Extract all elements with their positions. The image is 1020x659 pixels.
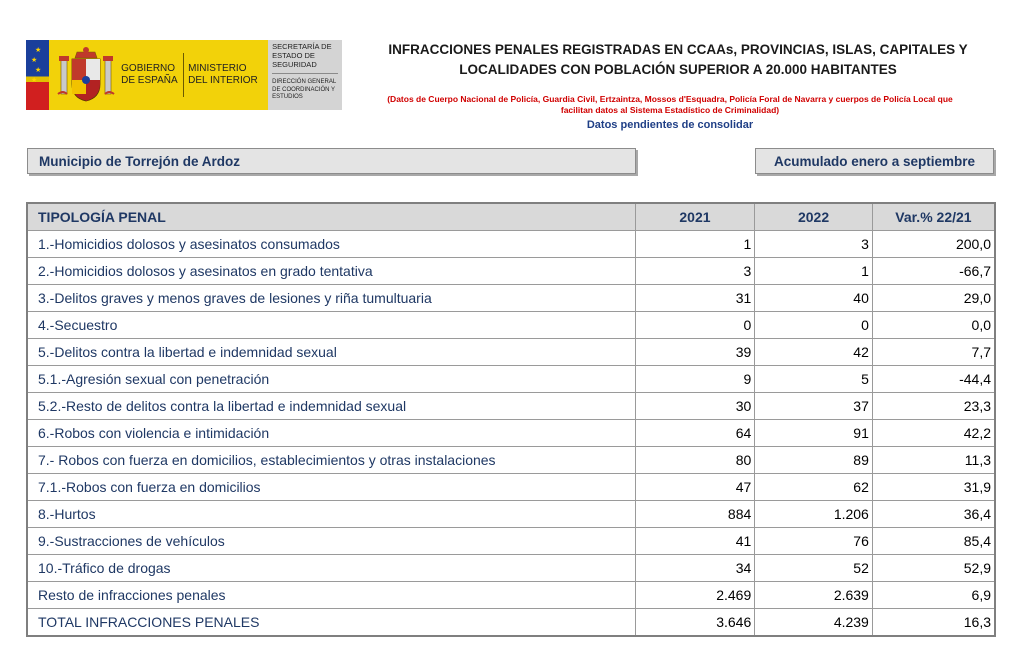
cell-2022: 40 bbox=[755, 285, 873, 312]
cell-2021: 47 bbox=[635, 474, 755, 501]
cell-tipologia: 5.-Delitos contra la libertad e indemnidad sexual bbox=[27, 339, 635, 366]
cell-2021: 30 bbox=[635, 393, 755, 420]
pending-note: Datos pendientes de consolidar bbox=[586, 119, 754, 131]
cell-tipologia: 3.-Delitos graves y menos graves de lesiones y riña tumultuaria bbox=[27, 285, 635, 312]
source-note bbox=[370, 94, 970, 116]
cell-2021: 31 bbox=[635, 285, 755, 312]
periodo-box: Acumulado enero a septiembre bbox=[755, 148, 994, 174]
cell-2022: 76 bbox=[755, 528, 873, 555]
table-row bbox=[27, 393, 995, 420]
cell-tipologia: 8.-Hurtos bbox=[27, 501, 635, 528]
cell-2022: 1.206 bbox=[755, 501, 873, 528]
cell-tipologia: 1.-Homicidios dolosos y asesinatos consumados bbox=[27, 231, 635, 258]
source-note-line2: facilitan datos al Sistema Estadístico de Criminalidad) bbox=[560, 105, 780, 115]
cell-variation: 31,9 bbox=[872, 474, 995, 501]
cell-2021: 3.646 bbox=[635, 609, 755, 637]
ministerio-label: MINISTERIO DEL INTERIOR bbox=[188, 63, 258, 86]
cell-variation: 16,3 bbox=[872, 609, 995, 637]
report-title-line2: LOCALIDADES CON POBLACIÓN SUPERIOR A 20.000 HABITANTES bbox=[459, 62, 897, 77]
cell-2022: 3 bbox=[755, 231, 873, 258]
cell-variation: -66,7 bbox=[872, 258, 995, 285]
cell-2021: 3 bbox=[635, 258, 755, 285]
cell-2022: 42 bbox=[755, 339, 873, 366]
column-header-tipologia: TIPOLOGÍA PENAL bbox=[27, 203, 635, 231]
table-row bbox=[27, 447, 995, 474]
table-row bbox=[27, 582, 995, 609]
cell-2021: 9 bbox=[635, 366, 755, 393]
table-body bbox=[27, 231, 995, 637]
cell-2022: 4.239 bbox=[755, 609, 873, 637]
crime-table bbox=[26, 202, 996, 637]
cell-tipologia: 10.-Tráfico de drogas bbox=[27, 555, 635, 582]
cell-tipologia: 6.-Robos con violencia e intimidación bbox=[27, 420, 635, 447]
cell-2022: 0 bbox=[755, 312, 873, 339]
logo-grey-band bbox=[268, 40, 342, 110]
cell-variation: 29,0 bbox=[872, 285, 995, 312]
column-header-variation: Var.% 22/21 bbox=[872, 203, 995, 231]
secretaria-label: SECRETARÍA DE ESTADO DE SEGURIDAD bbox=[272, 42, 338, 74]
cell-variation: 23,3 bbox=[872, 393, 995, 420]
column-header-2021: 2021 bbox=[635, 203, 755, 231]
cell-2021: 884 bbox=[635, 501, 755, 528]
cell-tipologia: 4.-Secuestro bbox=[27, 312, 635, 339]
cell-tipologia: 5.1.-Agresión sexual con penetración bbox=[27, 366, 635, 393]
cell-variation: 7,7 bbox=[872, 339, 995, 366]
table-row bbox=[27, 258, 995, 285]
cell-variation: 36,4 bbox=[872, 501, 995, 528]
cell-2021: 2.469 bbox=[635, 582, 755, 609]
cell-tipologia: 7.- Robos con fuerza en domicilios, establecimientos y otras instalaciones bbox=[27, 447, 635, 474]
cell-2021: 64 bbox=[635, 420, 755, 447]
cell-2022: 52 bbox=[755, 555, 873, 582]
cell-variation: 52,9 bbox=[872, 555, 995, 582]
source-note-line1: (Datos de Cuerpo Nacional de Policía, Guardia Civil, Ertzaintza, Mossos d'Esquadra, Policía Foral de Navarra y cuerpos de Policía Local que bbox=[387, 94, 953, 104]
cell-2022: 89 bbox=[755, 447, 873, 474]
table-row bbox=[27, 501, 995, 528]
eu-flag-icon: ★ ★ ★ ★ bbox=[26, 40, 49, 110]
municipio-box: Municipio de Torrejón de Ardoz bbox=[27, 148, 636, 174]
cell-tipologia: 2.-Homicidios dolosos y asesinatos en grado tentativa bbox=[27, 258, 635, 285]
cell-variation: -44,4 bbox=[872, 366, 995, 393]
cell-2021: 0 bbox=[635, 312, 755, 339]
cell-2021: 39 bbox=[635, 339, 755, 366]
cell-2021: 80 bbox=[635, 447, 755, 474]
table-row bbox=[27, 609, 995, 637]
cell-tipologia: 5.2.-Resto de delitos contra la libertad e indemnidad sexual bbox=[27, 393, 635, 420]
table-row bbox=[27, 285, 995, 312]
column-header-2022: 2022 bbox=[755, 203, 873, 231]
cell-2022: 2.639 bbox=[755, 582, 873, 609]
cell-variation: 200,0 bbox=[872, 231, 995, 258]
cell-tipologia: Resto de infracciones penales bbox=[27, 582, 635, 609]
table-row bbox=[27, 528, 995, 555]
cell-variation: 85,4 bbox=[872, 528, 995, 555]
cell-2022: 5 bbox=[755, 366, 873, 393]
table-row bbox=[27, 420, 995, 447]
logo-divider bbox=[183, 53, 184, 97]
gobierno-label: GOBIERNO DE ESPAÑA bbox=[121, 63, 178, 86]
government-logo bbox=[26, 40, 342, 110]
coat-of-arms-icon bbox=[55, 46, 117, 104]
table-row bbox=[27, 339, 995, 366]
cell-tipologia: 7.1.-Robos con fuerza en domicilios bbox=[27, 474, 635, 501]
cell-tipologia: 9.-Sustracciones de vehículos bbox=[27, 528, 635, 555]
cell-2021: 1 bbox=[635, 231, 755, 258]
report-title bbox=[380, 40, 976, 80]
cell-2022: 91 bbox=[755, 420, 873, 447]
cell-variation: 0,0 bbox=[872, 312, 995, 339]
cell-2022: 62 bbox=[755, 474, 873, 501]
cell-variation: 42,2 bbox=[872, 420, 995, 447]
table-header-row bbox=[27, 203, 995, 231]
table-row bbox=[27, 555, 995, 582]
table-row bbox=[27, 312, 995, 339]
cell-2022: 1 bbox=[755, 258, 873, 285]
direccion-label: DIRECCIÓN GENERAL DE COORDINACIÓN Y ESTUDIOS bbox=[272, 79, 336, 100]
cell-2022: 37 bbox=[755, 393, 873, 420]
logo-yellow-band bbox=[49, 40, 268, 110]
cell-variation: 11,3 bbox=[872, 447, 995, 474]
report-title-line1: INFRACCIONES PENALES REGISTRADAS EN CCAAs, PROVINCIAS, ISLAS, CAPITALES Y bbox=[388, 42, 968, 57]
table-row bbox=[27, 474, 995, 501]
cell-2021: 41 bbox=[635, 528, 755, 555]
cell-variation: 6,9 bbox=[872, 582, 995, 609]
cell-tipologia: TOTAL INFRACCIONES PENALES bbox=[27, 609, 635, 637]
cell-2021: 34 bbox=[635, 555, 755, 582]
table-row bbox=[27, 366, 995, 393]
table-row bbox=[27, 231, 995, 258]
